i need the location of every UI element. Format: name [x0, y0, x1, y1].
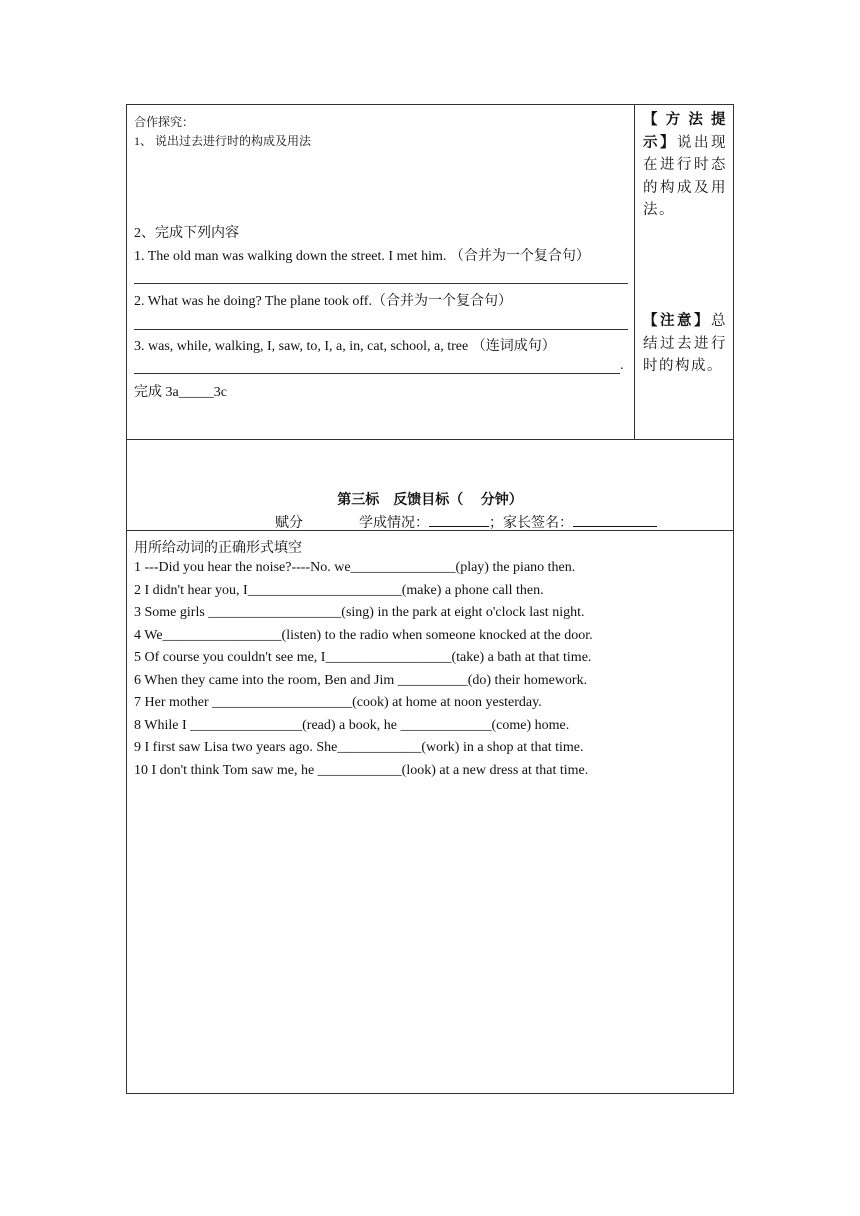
feedback-header-section: [127, 440, 733, 531]
attention-note: [643, 310, 727, 378]
method-tip-text: 说出现在进行时态的构成及用法。: [643, 134, 727, 218]
answer-line-3-period: .: [620, 358, 624, 373]
status-separator: ；: [489, 516, 503, 531]
status-field: [359, 512, 657, 532]
answer-line-3: [134, 373, 620, 374]
exercise-instruction: 用所给动词的正确形式填空: [134, 541, 302, 556]
finish-task: 完成 3a_____3c: [134, 385, 227, 400]
exploration-item-1: 1、 说出过去进行时的构成及用法: [134, 134, 312, 148]
exercise-item: 1 ---Did you hear the noise?----No. we_______________(play) the piano then.: [134, 560, 576, 575]
exercise-item: 5 Of course you couldn't see me, I__________________(take) a bath at that time.: [134, 650, 592, 665]
question-2: 2. What was he doing? The plane took off.（合并为一个复合句）: [134, 294, 512, 309]
answer-line-1: [134, 283, 628, 284]
exercise-section: [127, 531, 733, 1093]
method-tip-label: 【方法提示】: [643, 112, 727, 151]
exercise-item: 7 Her mother ____________________(cook) at home at noon yesterday.: [134, 695, 542, 710]
worksheet-table: [126, 104, 734, 1094]
exploration-main-cell: [127, 105, 635, 439]
question-1: 1. The old man was walking down the street. I met him. （合并为一个复合句）: [134, 249, 590, 264]
exercise-item: 4 We_________________(listen) to the radio when someone knocked at the door.: [134, 627, 593, 643]
exercise-item: 2 I didn't hear you, I______________________(make) a phone call then.: [134, 582, 544, 598]
exercise-item: 6 When they came into the room, Ben and Jim __________(do) their homework.: [134, 672, 588, 688]
attention-note-text: 总结过去进行时的构成。: [643, 313, 727, 374]
exploration-section: [127, 105, 733, 440]
method-tip: [643, 109, 727, 222]
parent-signature-blank: [573, 512, 657, 527]
tips-cell: [635, 105, 733, 439]
score-label: 赋分: [275, 516, 303, 531]
attention-note-label: 【注意】: [643, 313, 711, 329]
exploration-heading: 合作探究：: [134, 115, 195, 129]
exercise-item: 8 While I ________________(read) a book, he _____________(come) home.: [134, 717, 570, 733]
exercise-item: 9 I first saw Lisa two years ago. She____________(work) in a shop at that time.: [134, 740, 584, 755]
exploration-item-2-title: 2、完成下列内容: [134, 226, 239, 241]
parent-signature-label: 家长签名：: [503, 516, 573, 531]
exercise-item: 3 Some girls ___________________(sing) in the park at eight o'clock last night.: [134, 605, 585, 620]
question-3: 3. was, while, walking, I, saw, to, I, a, in, cat, school, a, tree （连词成句）: [134, 339, 556, 354]
answer-line-2: [134, 329, 628, 330]
exercise-item: 10 I don't think Tom saw me, he ____________(look) at a new dress at that time.: [134, 762, 589, 778]
status-blank: [429, 512, 489, 527]
status-label: 学成情况：: [359, 516, 429, 531]
feedback-title: 第三标 反馈目标（ 分钟）: [337, 493, 523, 508]
